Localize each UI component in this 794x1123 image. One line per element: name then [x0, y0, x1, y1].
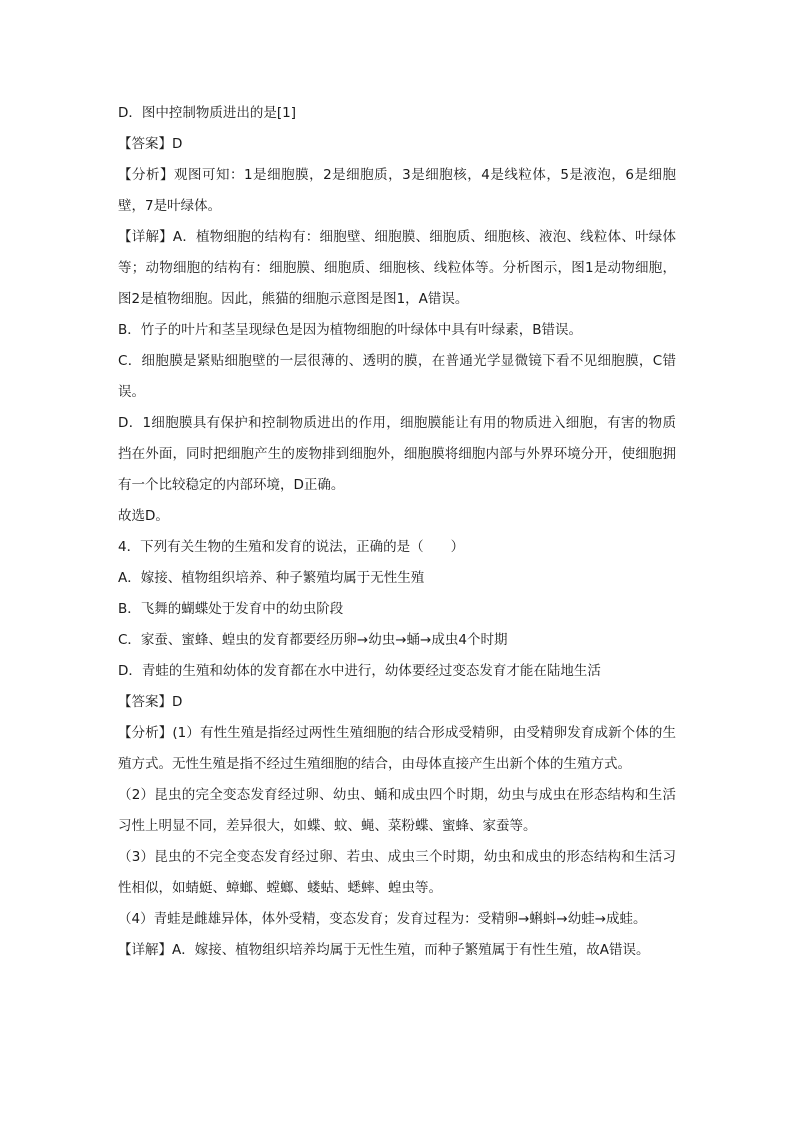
detail-paragraph-a: 【详解】A．植物细胞的结构有：细胞壁、细胞膜、细胞质、细胞核、液泡、线粒体、叶绿体等；动物细胞的结构有：细胞膜、细胞质、细胞核、线粒体等。分析图示，图1是动物细胞，图2是植物细胞。因此，熊猫的细胞示意图是图1，A错误。: [118, 229, 676, 307]
document-body: [118, 98, 676, 966]
question-4-option-d: D．青蛙的生殖和幼体的发育都在水中进行，幼体要经过变态发育才能在陆地生活: [118, 663, 601, 679]
question-4-stem: 4．下列有关生物的生殖和发育的说法，正确的是（ ）: [118, 539, 465, 555]
detail-paragraph-b: B．竹子的叶片和茎呈现绿色是因为植物细胞的叶绿体中具有叶绿素，B错误。: [118, 322, 583, 338]
analysis-point-2: （2）昆虫的完全变态发育经过卵、幼虫、蛹和成虫四个时期，幼虫与成虫在形态结构和生活习性上明显不同，差异很大，如蝶、蚊、蝇、菜粉蝶、蜜蜂、家蚕等。: [118, 787, 676, 834]
option-d-line: D．图中控制物质进出的是[1]: [118, 105, 297, 121]
analysis-paragraph: 【分析】观图可知：1是细胞膜，2是细胞质，3是细胞核，4是线粒体，5是液泡，6是细胞壁，7是叶绿体。: [118, 167, 676, 214]
detail-paragraph-d: D．1细胞膜具有保护和控制物质进出的作用，细胞膜能让有用的物质进入细胞，有害的物质挡在外面，同时把细胞产生的废物排到细胞外，细胞膜将细胞内部与外界环境分开，使细胞拥有一个比较稳定的内部环境，D正确。: [118, 415, 676, 493]
analysis-point-4: （4）青蛙是雌雄异体，体外受精，变态发育；发育过程为：受精卵→蝌蚪→幼蛙→成蛙。: [118, 911, 647, 927]
question-4-option-c: C．家蚕、蜜蜂、蝗虫的发育都要经历卵→幼虫→蛹→成虫4个时期: [118, 632, 508, 648]
analysis-point-3: （3）昆虫的不完全变态发育经过卵、若虫、成虫三个时期，幼虫和成虫的形态结构和生活习性相似，如蜻蜓、蟑螂、螳螂、蝼蛄、蟋蟀、蝗虫等。: [118, 849, 676, 896]
detail-paragraph-q4a: 【详解】A．嫁接、植物组织培养均属于无性生殖，而种子繁殖属于有性生殖，故A错误。: [118, 942, 650, 958]
analysis-point-1: 【分析】(1）有性生殖是指经过两性生殖细胞的结合形成受精卵，由受精卵发育成新个体的生殖方式。无性生殖是指不经过生殖细胞的结合，由母体直接产生出新个体的生殖方式。: [118, 725, 676, 772]
question-4-option-a: A．嫁接、植物组织培养、种子繁殖均属于无性生殖: [118, 570, 425, 586]
answer-line: 【答案】D: [118, 136, 183, 152]
answer-line-2: 【答案】D: [118, 694, 183, 710]
conclusion-line: 故选D。: [118, 508, 169, 524]
detail-paragraph-c: C．细胞膜是紧贴细胞壁的一层很薄的、透明的膜，在普通光学显微镜下看不见细胞膜，C错误。: [118, 353, 676, 400]
question-4-option-b: B．飞舞的蝴蝶处于发育中的幼虫阶段: [118, 601, 344, 617]
